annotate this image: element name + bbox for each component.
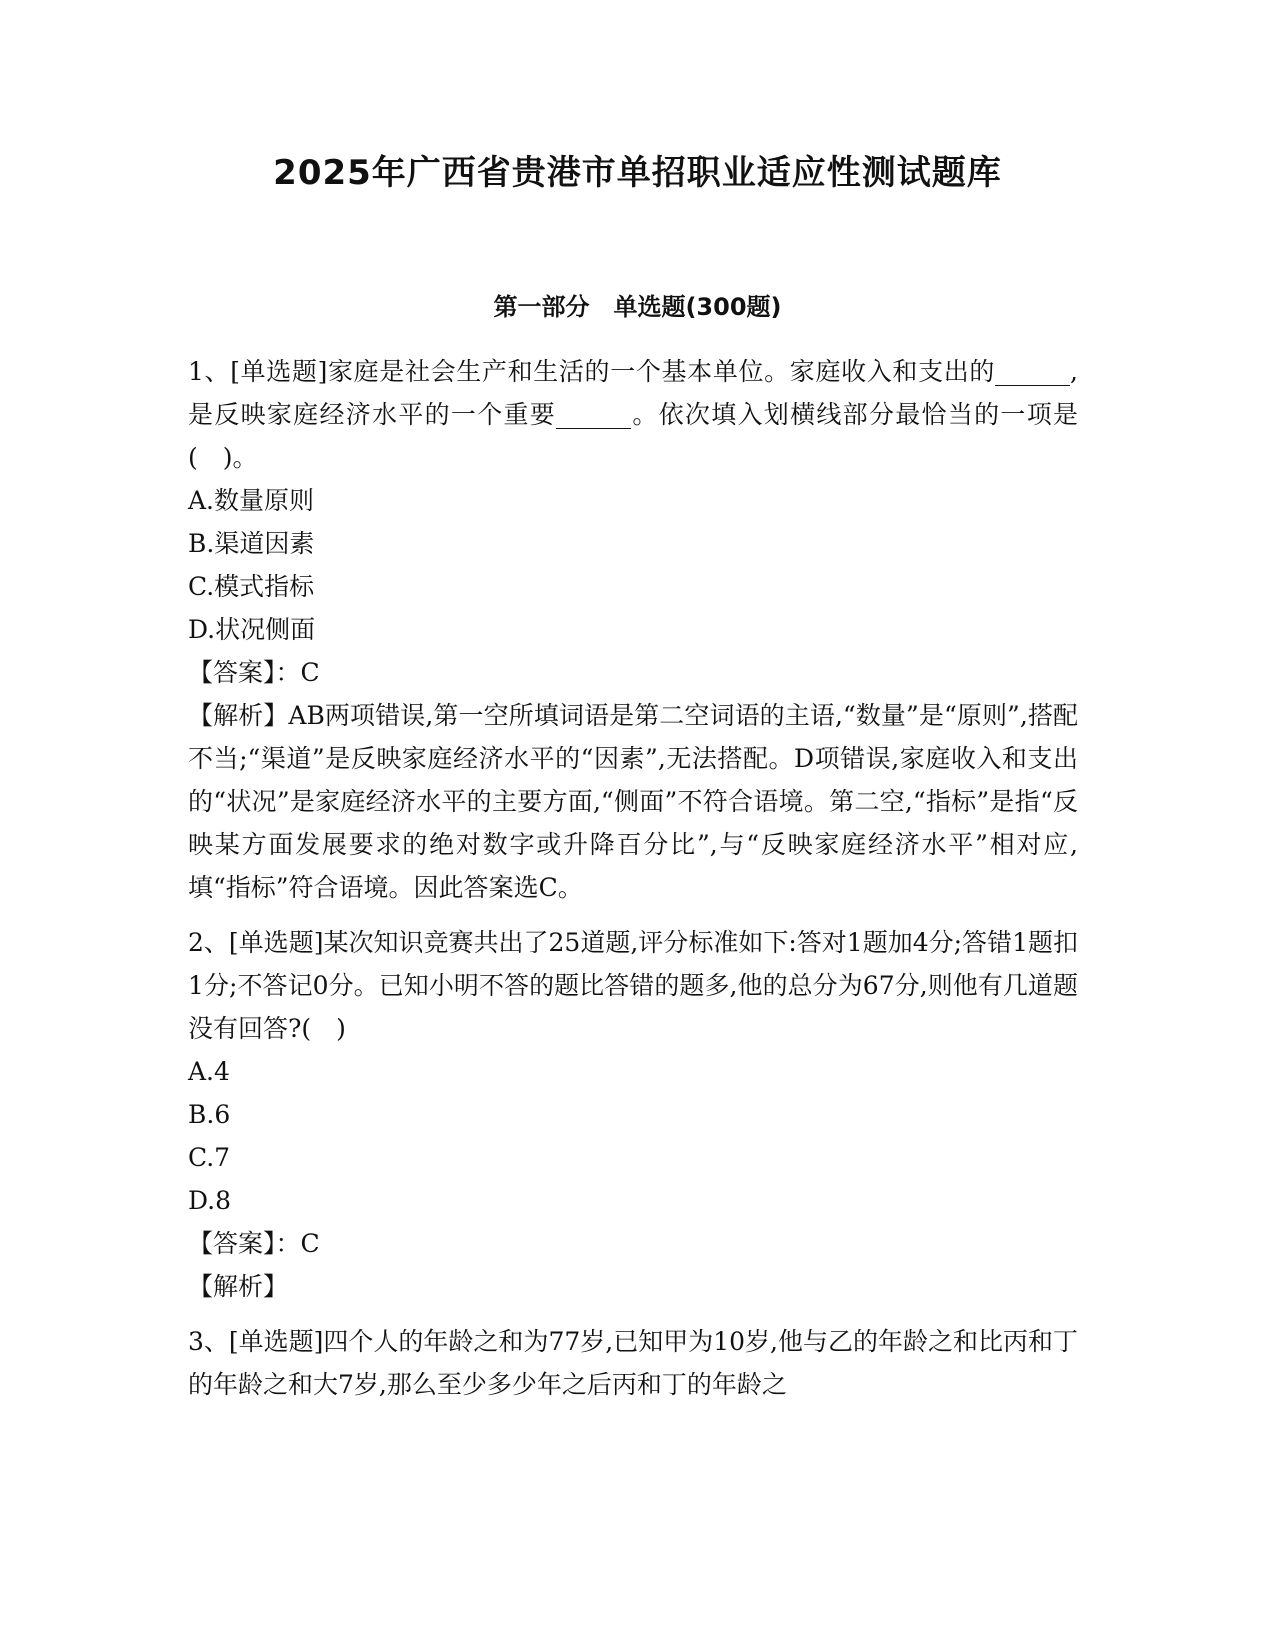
option-d: D.8 <box>188 1186 232 1215</box>
question-stem: 3、[单选题]四个人的年龄之和为77岁,已知甲为10岁,他与乙的年龄之和比丙和丁的年龄之和大7岁,那么至少多少年之后丙和丁的年龄之 <box>188 1327 1078 1399</box>
option-list <box>188 1050 1078 1222</box>
option-b: B.渠道因素 <box>188 529 315 558</box>
answer-text: 【答案】：C <box>188 658 320 687</box>
document-title: 2025年广西省贵港市单招职业适应性测试题库 <box>273 153 1002 193</box>
answer-text: 【答案】：C <box>188 1229 320 1258</box>
section-title: 第一部分 单选题(300题) <box>493 293 782 321</box>
option-b: B.6 <box>188 1100 231 1129</box>
question-stem: 1、[单选题]家庭是社会生产和生活的一个基本单位。家庭收入和支出的______,是反映家庭经济水平的一个重要______。依次填入划横线部分最恰当的一项是( )。 <box>188 357 1078 472</box>
analysis-text: 【解析】AB两项错误,第一空所填词语是第二空词语的主语,“数量”是“原则”,搭配不当;“渠道”是反映家庭经济水平的“因素”,无法搭配。D项错误,家庭收入和支出的“状况”是家庭经济水平的主要方面,“侧面”不符合语境。第二空,“指标”是指“反映某方面发展要求的绝对数字或升降百分比”,与“反映家庭经济水平”相对应,填“指标”符合语境。因此答案选C。 <box>188 701 1078 902</box>
option-a: A.4 <box>188 1057 230 1086</box>
question-item <box>188 1320 1078 1406</box>
question-item <box>188 921 1078 1308</box>
option-c: C.7 <box>188 1143 231 1172</box>
question-item <box>188 350 1078 909</box>
question-list <box>188 350 1078 1406</box>
option-list <box>188 479 1078 651</box>
option-d: D.状况侧面 <box>188 615 316 644</box>
option-c: C.模式指标 <box>188 572 315 601</box>
question-stem: 2、[单选题]某次知识竞赛共出了25道题,评分标准如下:答对1题加4分;答错1题扣1分;不答记0分。已知小明不答的题比答错的题多,他的总分为67分,则他有几道题没有回答?( ) <box>188 928 1078 1043</box>
option-a: A.数量原则 <box>188 486 315 515</box>
analysis-text: 【解析】 <box>188 1272 289 1301</box>
